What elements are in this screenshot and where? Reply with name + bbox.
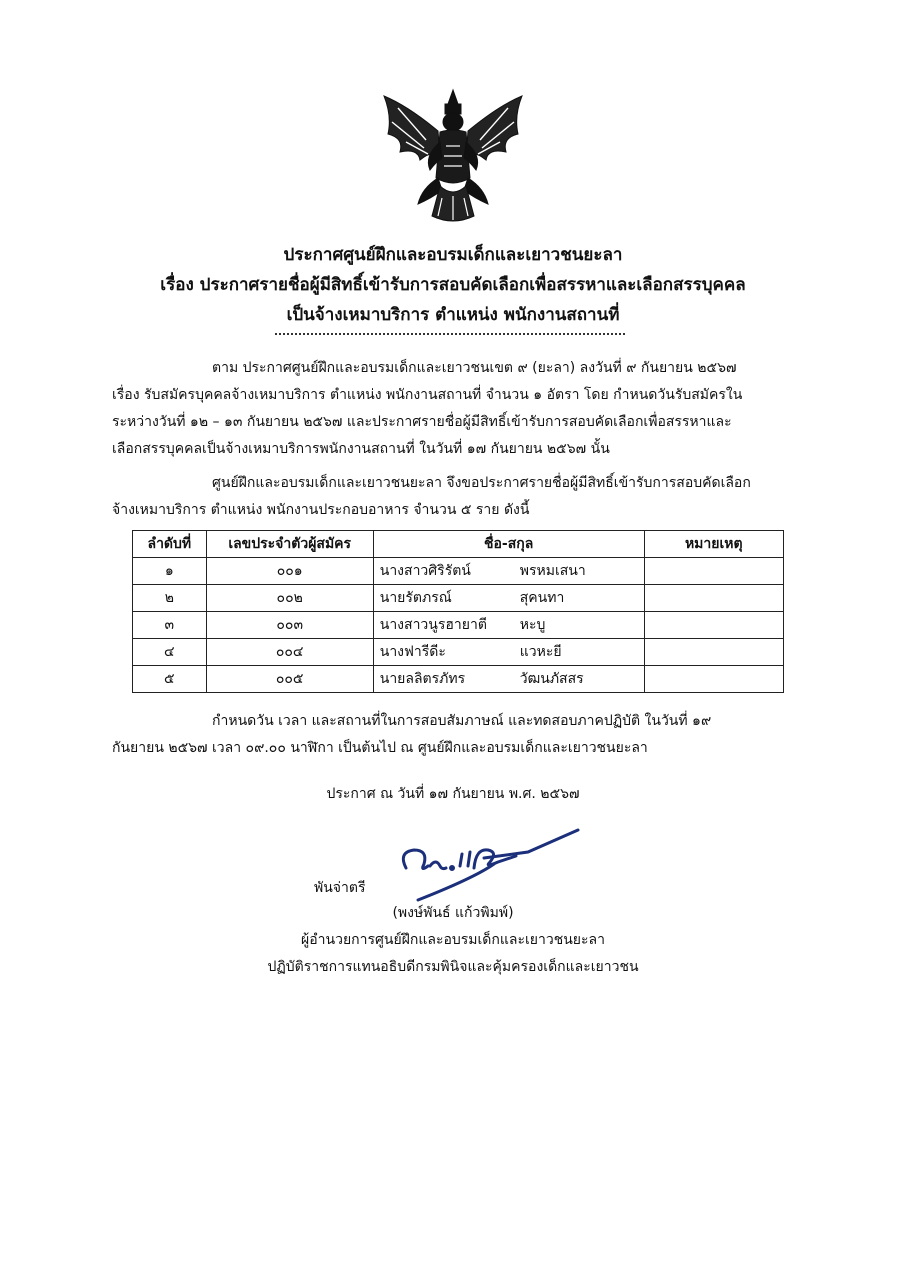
table-row xyxy=(133,639,784,666)
first-name: นางสาวนูรฮายาตี xyxy=(379,617,487,633)
title-line-2: เรื่อง ประกาศรายชื่อผู้มีสิทธิ์เข้ารับการสอบคัดเลือกเพื่อสรรหาและเลือกสรรบุคคล xyxy=(160,275,746,295)
table-row xyxy=(133,558,784,585)
title-line-3: เป็นจ้างเหมาบริการ ตำแหน่ง พนักงานสถานที่ xyxy=(286,305,620,325)
table-row xyxy=(133,585,784,612)
col-header-remark: หมายเหตุ xyxy=(644,531,783,558)
col-header-order: ลำดับที่ xyxy=(133,531,207,558)
last-name: หะบู xyxy=(519,617,546,633)
announcement-title xyxy=(110,240,796,330)
cell-applicant-id: ๐๐๕ xyxy=(206,666,373,693)
cell-remark xyxy=(644,612,783,639)
cell-applicant-id: ๐๐๔ xyxy=(206,639,373,666)
cell-remark xyxy=(644,585,783,612)
signer-position: ผู้อำนวยการศูนย์ฝึกและอบรมเด็กและเยาวชนยะลา xyxy=(301,932,605,948)
cell-name xyxy=(373,558,644,585)
last-name: สุคนทา xyxy=(519,590,565,606)
paragraph-line: เลือกสรรบุคคลเป็นจ้างเหมาบริการพนักงานสถานที่ ในวันที่ ๑๗ กันยายน ๒๕๖๗ นั้น xyxy=(112,441,610,457)
paragraph-line: จ้างเหมาบริการ ตำแหน่ง พนักงานประกอบอาหาร จำนวน ๕ ราย ดังนี้ xyxy=(112,502,530,518)
cell-applicant-id: ๐๐๑ xyxy=(206,558,373,585)
announce-date: ประกาศ ณ วันที่ ๑๗ กันยายน พ.ศ. ๒๕๖๗ xyxy=(326,786,580,802)
last-name: พรหมเสนา xyxy=(519,563,586,579)
signer-block xyxy=(110,900,796,981)
handwritten-signature xyxy=(398,822,588,902)
paragraph-line: ศูนย์ฝึกและอบรมเด็กและเยาวชนยะลา จึงขอประกาศรายชื่อผู้มีสิทธิ์เข้ารับการสอบคัดเลือก xyxy=(212,475,751,491)
signer-acting-for: ปฏิบัติราชการแทนอธิบดีกรมพินิจและคุ้มครองเด็กและเยาวชน xyxy=(267,959,639,975)
cell-applicant-id: ๐๐๒ xyxy=(206,585,373,612)
signer-name: (พงษ์พันธ์ แก้วพิมพ์) xyxy=(392,905,514,921)
cell-remark xyxy=(644,639,783,666)
paragraph-line: กำหนดวัน เวลา และสถานที่ในการสอบสัมภาษณ์ และทดสอบภาคปฏิบัติ ในวันที่ ๑๙ xyxy=(212,713,712,729)
cell-order: ๓ xyxy=(133,612,207,639)
table-header-row xyxy=(133,531,784,558)
candidate-table xyxy=(132,530,784,693)
paragraph-announcement xyxy=(112,470,792,524)
paragraph-line: ระหว่างวันที่ ๑๒ – ๑๓ กันยายน ๒๕๖๗ และประกาศรายชื่อผู้มีสิทธิ์เข้ารับการสอบคัดเลือกเพื่อสรรหาและ xyxy=(112,414,732,430)
cell-applicant-id: ๐๐๓ xyxy=(206,612,373,639)
col-header-full-name: ชื่อ-สกุล xyxy=(373,531,644,558)
dotted-divider xyxy=(275,333,625,335)
garuda-emblem-icon xyxy=(378,86,528,231)
signer-rank: พันจ่าตรี xyxy=(314,880,366,896)
cell-order: ๕ xyxy=(133,666,207,693)
first-name: นางสาวศิริรัตน์ xyxy=(379,563,471,579)
cell-name xyxy=(373,612,644,639)
cell-order: ๑ xyxy=(133,558,207,585)
cell-name xyxy=(373,639,644,666)
paragraph-line: ตาม ประกาศศูนย์ฝึกและอบรมเด็กและเยาวชนเขต ๙ (ยะลา) ลงวันที่ ๙ กันยายน ๒๕๖๗ xyxy=(212,360,737,376)
cell-remark xyxy=(644,666,783,693)
col-header-applicant-id: เลขประจำตัวผู้สมัคร xyxy=(206,531,373,558)
paragraph-schedule xyxy=(112,708,792,762)
paragraph-reference xyxy=(112,355,792,463)
table-row xyxy=(133,612,784,639)
paragraph-line: กันยายน ๒๕๖๗ เวลา ๐๙.๐๐ นาฬิกา เป็นต้นไป ณ ศูนย์ฝึกและอบรมเด็กและเยาวชนยะลา xyxy=(112,740,648,756)
paragraph-line: เรื่อง รับสมัครบุคคลจ้างเหมาบริการ ตำแหน่ง พนักงานสถานที่ จำนวน ๑ อัตรา โดย กำหนดวันรับสมัครใน xyxy=(112,387,743,403)
first-name: นายรัตภรณ์ xyxy=(379,590,452,606)
title-line-1: ประกาศศูนย์ฝึกและอบรมเด็กและเยาวชนยะลา xyxy=(283,245,623,265)
cell-order: ๒ xyxy=(133,585,207,612)
cell-name xyxy=(373,666,644,693)
last-name: วัฒนภัสสร xyxy=(519,671,584,687)
table-row xyxy=(133,666,784,693)
cell-name xyxy=(373,585,644,612)
first-name: นางฟารีดีะ xyxy=(379,644,446,660)
cell-order: ๔ xyxy=(133,639,207,666)
last-name: แวหะยี xyxy=(519,644,562,660)
cell-remark xyxy=(644,558,783,585)
first-name: นายลลิตรภัทร xyxy=(379,671,466,687)
